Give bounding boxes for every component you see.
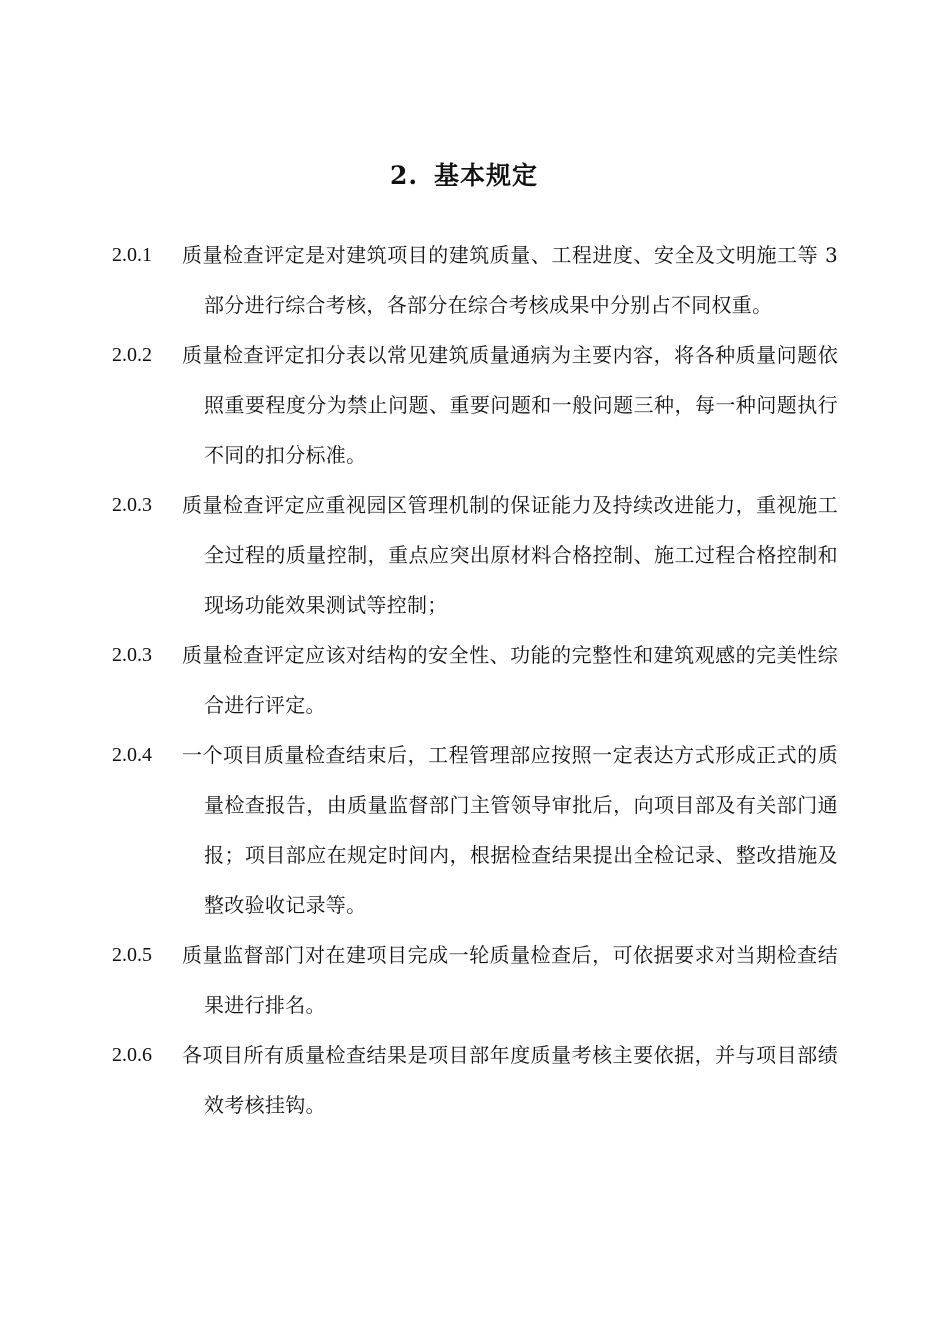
clause-number: 2.0.1 bbox=[112, 244, 152, 266]
clause-number: 2.0.2 bbox=[112, 344, 152, 366]
clause-number: 2.0.4 bbox=[112, 744, 152, 766]
clause-item bbox=[112, 1030, 838, 1130]
clause-item bbox=[112, 630, 838, 730]
section-title: 基本规定 bbox=[434, 161, 539, 190]
clause-item bbox=[112, 480, 838, 630]
clause-text: 质量检查评定扣分表以常见建筑质量通病为主要内容，将各种质量问题依照重要程度分为禁止问题、重要问题和一般问题三种，每一种问题执行不同的扣分标准。 bbox=[182, 343, 838, 467]
clause-item bbox=[112, 230, 838, 330]
clause-number: 2.0.5 bbox=[112, 944, 152, 966]
clause-number: 2.0.3 bbox=[112, 494, 152, 516]
clause-number: 2.0.3 bbox=[112, 644, 152, 666]
clause-text: 质量检查评定是对建筑项目的建筑质量、工程进度、安全及文明施工等 3 部分进行综合考核，各部分在综合考核成果中分别占不同权重。 bbox=[182, 243, 838, 317]
clause-text: 质量检查评定应重视园区管理机制的保证能力及持续改进能力，重视施工全过程的质量控制，重点应突出原材料合格控制、施工过程合格控制和现场功能效果测试等控制； bbox=[182, 493, 838, 617]
clause-text: 质量检查评定应该对结构的安全性、功能的完整性和建筑观感的完美性综合进行评定。 bbox=[182, 643, 838, 717]
clause-list bbox=[112, 230, 838, 1130]
clause-text: 各项目所有质量检查结果是项目部年度质量考核主要依据，并与项目部绩效考核挂钩。 bbox=[182, 1043, 838, 1117]
clause-item bbox=[112, 330, 838, 480]
clause-item bbox=[112, 730, 838, 930]
clause-text: 质量监督部门对在建项目完成一轮质量检查后，可依据要求对当期检查结果进行排名。 bbox=[182, 943, 838, 1017]
clause-text: 一个项目质量检查结束后，工程管理部应按照一定表达方式形成正式的质量检查报告，由质量监督部门主管领导审批后，向项目部及有关部门通报；项目部应在规定时间内，根据检查结果提出全检记录、整改措施及整改验收记录等。 bbox=[182, 743, 838, 917]
section-number: 2. bbox=[389, 161, 419, 190]
section-heading bbox=[0, 156, 928, 196]
clause-item bbox=[112, 930, 838, 1030]
clause-number: 2.0.6 bbox=[112, 1044, 152, 1066]
